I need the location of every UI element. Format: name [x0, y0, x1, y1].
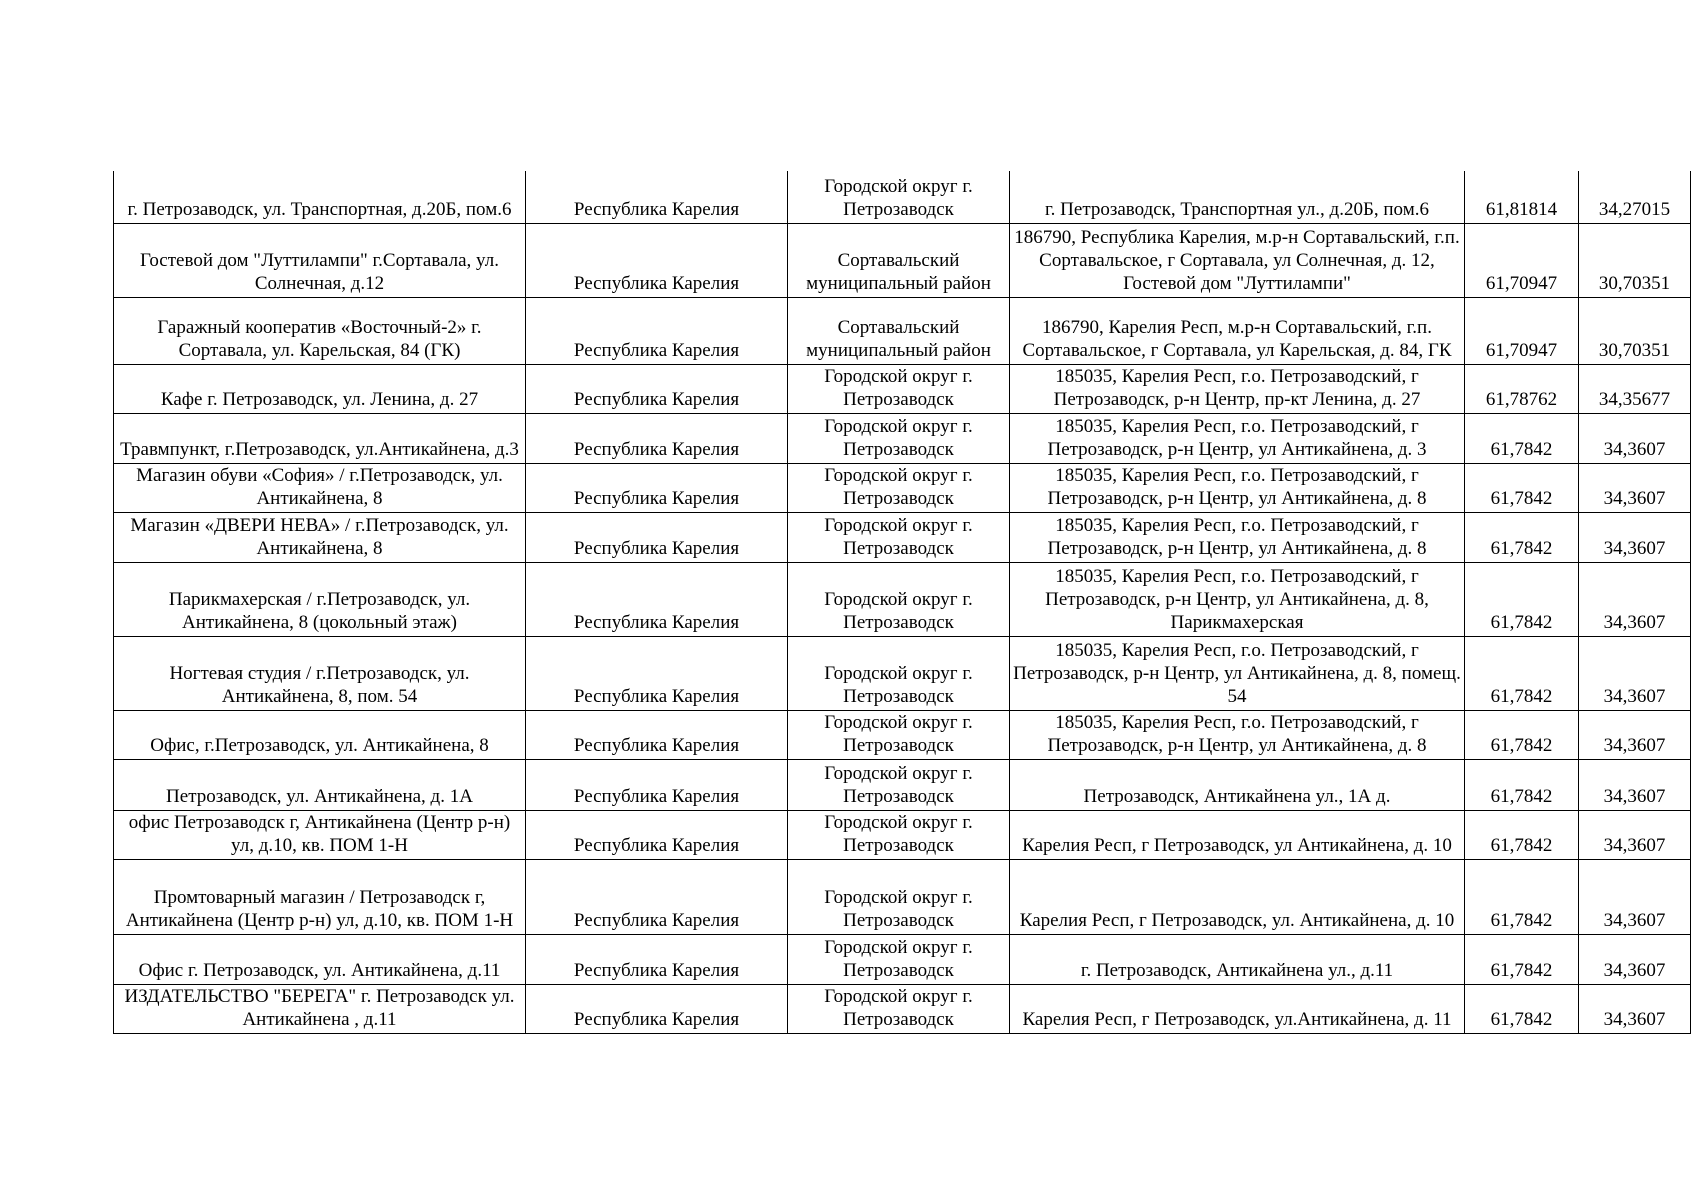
- district-cell: Сортавальский муниципальный район: [788, 223, 1010, 297]
- district-cell: Городской округ г. Петрозаводск: [788, 759, 1010, 810]
- table-row: [114, 636, 1691, 710]
- longitude-cell: 34,3607: [1579, 512, 1691, 562]
- address-cell: Петрозаводск, Антикайнена ул., 1А д.: [1010, 759, 1465, 810]
- table-row: [114, 297, 1691, 364]
- district-cell: Городской округ г. Петрозаводск: [788, 810, 1010, 859]
- region-cell: Республика Карелия: [526, 810, 788, 859]
- address-cell: 185035, Карелия Респ, г.о. Петрозаводский, г Петрозаводск, р-н Центр, ул Антикайнена, д. 8: [1010, 463, 1465, 512]
- address-cell: 185035, Карелия Респ, г.о. Петрозаводский, г Петрозаводск, р-н Центр, ул Антикайнена, д. 8, Парикмахерская: [1010, 562, 1465, 636]
- latitude-cell: 61,7842: [1465, 512, 1579, 562]
- table-row: [114, 463, 1691, 512]
- address-cell: Карелия Респ, г Петрозаводск, ул.Антикайнена, д. 11: [1010, 984, 1465, 1033]
- longitude-cell: 34,3607: [1579, 710, 1691, 759]
- region-cell: Республика Карелия: [526, 636, 788, 710]
- address-cell: г. Петрозаводск, Антикайнена ул., д.11: [1010, 934, 1465, 984]
- latitude-cell: 61,7842: [1465, 562, 1579, 636]
- table-row: [114, 413, 1691, 463]
- region-cell: Республика Карелия: [526, 223, 788, 297]
- longitude-cell: 34,27015: [1579, 171, 1691, 223]
- table-body: [114, 171, 1691, 1033]
- location-name-cell: офис Петрозаводск г, Антикайнена (Центр р-н) ул, д.10, кв. ПОМ 1-Н: [114, 810, 526, 859]
- district-cell: Городской округ г. Петрозаводск: [788, 710, 1010, 759]
- table-row: [114, 223, 1691, 297]
- location-name-cell: Кафе г. Петрозаводск, ул. Ленина, д. 27: [114, 364, 526, 413]
- region-cell: Республика Карелия: [526, 934, 788, 984]
- table-row: [114, 710, 1691, 759]
- longitude-cell: 30,70351: [1579, 223, 1691, 297]
- table-row: [114, 759, 1691, 810]
- location-name-cell: ИЗДАТЕЛЬСТВО "БЕРЕГА" г. Петрозаводск ул. Антикайнена , д.11: [114, 984, 526, 1033]
- location-name-cell: Травмпункт, г.Петрозаводск, ул.Антикайнена, д.3: [114, 413, 526, 463]
- region-cell: Республика Карелия: [526, 710, 788, 759]
- region-cell: Республика Карелия: [526, 562, 788, 636]
- address-cell: г. Петрозаводск, Транспортная ул., д.20Б, пом.6: [1010, 171, 1465, 223]
- region-cell: Республика Карелия: [526, 759, 788, 810]
- address-cell: Карелия Респ, г Петрозаводск, ул Антикайнена, д. 10: [1010, 810, 1465, 859]
- location-name-cell: Гостевой дом "Луттилампи" г.Сортавала, ул. Солнечная, д.12: [114, 223, 526, 297]
- longitude-cell: 34,3607: [1579, 463, 1691, 512]
- district-cell: Городской округ г. Петрозаводск: [788, 512, 1010, 562]
- address-cell: 185035, Карелия Респ, г.о. Петрозаводский, г Петрозаводск, р-н Центр, пр-кт Ленина, д. 27: [1010, 364, 1465, 413]
- latitude-cell: 61,7842: [1465, 859, 1579, 934]
- table-row: [114, 859, 1691, 934]
- location-name-cell: Офис, г.Петрозаводск, ул. Антикайнена, 8: [114, 710, 526, 759]
- latitude-cell: 61,7842: [1465, 934, 1579, 984]
- longitude-cell: 34,3607: [1579, 636, 1691, 710]
- district-cell: Сортавальский муниципальный район: [788, 297, 1010, 364]
- latitude-cell: 61,81814: [1465, 171, 1579, 223]
- latitude-cell: 61,7842: [1465, 759, 1579, 810]
- latitude-cell: 61,70947: [1465, 223, 1579, 297]
- address-cell: 185035, Карелия Респ, г.о. Петрозаводский, г Петрозаводск, р-н Центр, ул Антикайнена, д. 8: [1010, 710, 1465, 759]
- table-row: [114, 984, 1691, 1033]
- table-row: [114, 512, 1691, 562]
- location-name-cell: Магазин обуви «София» / г.Петрозаводск, ул. Антикайнена, 8: [114, 463, 526, 512]
- location-name-cell: Магазин «ДВЕРИ НЕВА» / г.Петрозаводск, ул. Антикайнена, 8: [114, 512, 526, 562]
- district-cell: Городской округ г. Петрозаводск: [788, 364, 1010, 413]
- longitude-cell: 34,3607: [1579, 759, 1691, 810]
- longitude-cell: 30,70351: [1579, 297, 1691, 364]
- address-cell: Карелия Респ, г Петрозаводск, ул. Антикайнена, д. 10: [1010, 859, 1465, 934]
- table-row: [114, 562, 1691, 636]
- location-name-cell: Петрозаводск, ул. Антикайнена, д. 1А: [114, 759, 526, 810]
- region-cell: Республика Карелия: [526, 297, 788, 364]
- region-cell: Республика Карелия: [526, 984, 788, 1033]
- latitude-cell: 61,7842: [1465, 463, 1579, 512]
- locations-table: [113, 171, 1691, 1034]
- location-name-cell: Ногтевая студия / г.Петрозаводск, ул. Антикайнена, 8, пом. 54: [114, 636, 526, 710]
- region-cell: Республика Карелия: [526, 512, 788, 562]
- latitude-cell: 61,7842: [1465, 810, 1579, 859]
- location-name-cell: Парикмахерская / г.Петрозаводск, ул. Антикайнена, 8 (цокольный этаж): [114, 562, 526, 636]
- region-cell: Республика Карелия: [526, 364, 788, 413]
- table-row: [114, 810, 1691, 859]
- district-cell: Городской округ г. Петрозаводск: [788, 934, 1010, 984]
- district-cell: Городской округ г. Петрозаводск: [788, 984, 1010, 1033]
- table-row: [114, 171, 1691, 223]
- table-row: [114, 364, 1691, 413]
- address-cell: 185035, Карелия Респ, г.о. Петрозаводский, г Петрозаводск, р-н Центр, ул Антикайнена, д. 3: [1010, 413, 1465, 463]
- address-cell: 185035, Карелия Респ, г.о. Петрозаводский, г Петрозаводск, р-н Центр, ул Антикайнена, д. 8, помещ. 54: [1010, 636, 1465, 710]
- region-cell: Республика Карелия: [526, 463, 788, 512]
- latitude-cell: 61,70947: [1465, 297, 1579, 364]
- longitude-cell: 34,35677: [1579, 364, 1691, 413]
- location-name-cell: г. Петрозаводск, ул. Транспортная, д.20Б, пом.6: [114, 171, 526, 223]
- address-cell: 186790, Республика Карелия, м.р-н Сортавальский, г.п. Сортавальское, г Сортавала, ул Солнечная, д. 12, Гостевой дом "Луттилампи": [1010, 223, 1465, 297]
- longitude-cell: 34,3607: [1579, 984, 1691, 1033]
- longitude-cell: 34,3607: [1579, 413, 1691, 463]
- district-cell: Городской округ г. Петрозаводск: [788, 463, 1010, 512]
- address-cell: 186790, Карелия Респ, м.р-н Сортавальский, г.п. Сортавальское, г Сортавала, ул Карельская, д. 84, ГК: [1010, 297, 1465, 364]
- district-cell: Городской округ г. Петрозаводск: [788, 413, 1010, 463]
- location-name-cell: Гаражный кооператив «Восточный-2» г. Сортавала, ул. Карельская, 84 (ГК): [114, 297, 526, 364]
- location-name-cell: Офис г. Петрозаводск, ул. Антикайнена, д.11: [114, 934, 526, 984]
- table-row: [114, 934, 1691, 984]
- longitude-cell: 34,3607: [1579, 859, 1691, 934]
- location-name-cell: Промтоварный магазин / Петрозаводск г, Антикайнена (Центр р-н) ул, д.10, кв. ПОМ 1-Н: [114, 859, 526, 934]
- address-cell: 185035, Карелия Респ, г.о. Петрозаводский, г Петрозаводск, р-н Центр, ул Антикайнена, д. 8: [1010, 512, 1465, 562]
- region-cell: Республика Карелия: [526, 171, 788, 223]
- region-cell: Республика Карелия: [526, 413, 788, 463]
- longitude-cell: 34,3607: [1579, 934, 1691, 984]
- latitude-cell: 61,7842: [1465, 710, 1579, 759]
- latitude-cell: 61,7842: [1465, 636, 1579, 710]
- district-cell: Городской округ г. Петрозаводск: [788, 171, 1010, 223]
- longitude-cell: 34,3607: [1579, 810, 1691, 859]
- latitude-cell: 61,7842: [1465, 413, 1579, 463]
- region-cell: Республика Карелия: [526, 859, 788, 934]
- latitude-cell: 61,78762: [1465, 364, 1579, 413]
- latitude-cell: 61,7842: [1465, 984, 1579, 1033]
- longitude-cell: 34,3607: [1579, 562, 1691, 636]
- district-cell: Городской округ г. Петрозаводск: [788, 562, 1010, 636]
- district-cell: Городской округ г. Петрозаводск: [788, 636, 1010, 710]
- district-cell: Городской округ г. Петрозаводск: [788, 859, 1010, 934]
